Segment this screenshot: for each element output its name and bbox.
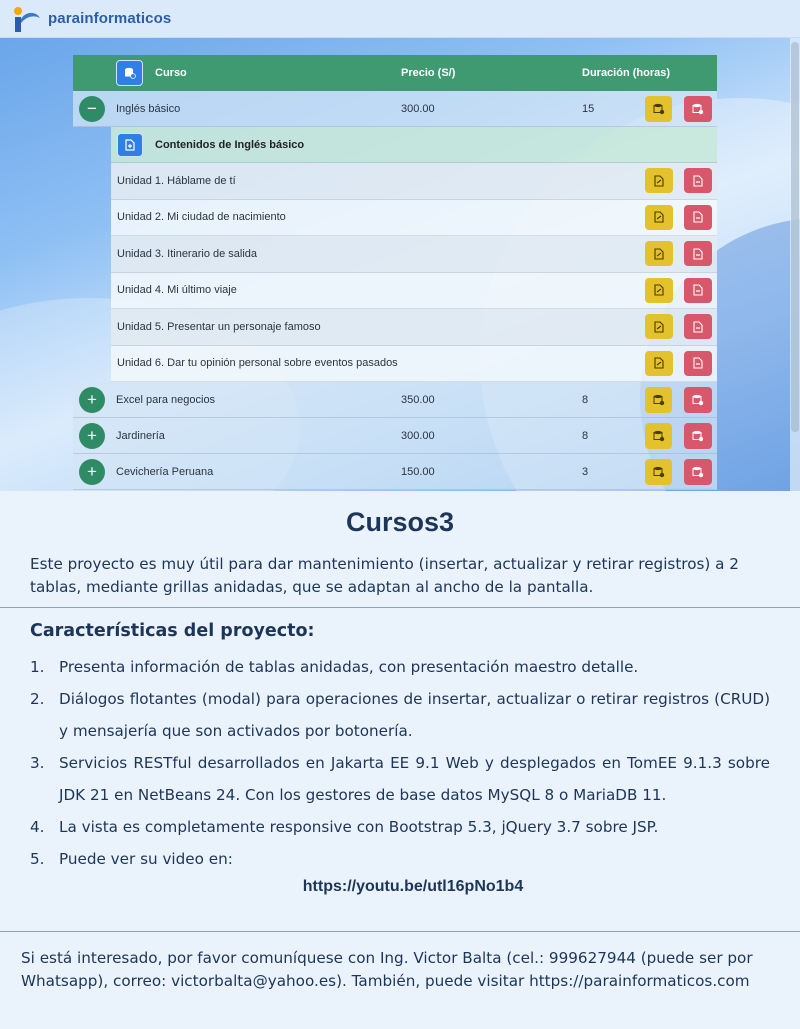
courses-grid [73, 55, 717, 490]
brand-name[interactable]: parainformaticos [48, 10, 172, 27]
database-remove-icon [692, 103, 704, 115]
detail-grid [111, 127, 717, 382]
feature-item [30, 651, 770, 683]
database-add-icon [124, 67, 136, 79]
course-hours: 8 [582, 393, 589, 406]
feature-item [30, 747, 770, 811]
expand-button[interactable]: + [79, 423, 105, 449]
feature-text: Servicios RESTful desarrollados en Jakarta EE 9.1 Web y desplegados en TomEE 9.1.3 sobre JDK 21 en NetBeans 24. Con los gestores de base datos MySQL 8 o MariaDB 11. [59, 754, 770, 804]
database-remove-icon [692, 394, 704, 406]
delete-unit-button[interactable] [684, 241, 712, 266]
unit-row[interactable] [111, 273, 717, 310]
site-header [0, 0, 800, 38]
project-description: Este proyecto es muy útil para dar mantenimiento (insertar, actualizar y retirar registros) a 2 tablas, mediante grillas anidadas, que se adaptan al ancho de la pantalla. [30, 555, 739, 596]
course-row[interactable] [73, 454, 717, 490]
delete-course-button[interactable] [684, 459, 712, 485]
feature-item [30, 843, 770, 875]
edit-course-button[interactable] [645, 96, 672, 122]
database-edit-icon [653, 466, 665, 478]
feature-number: 5. [30, 850, 45, 868]
file-edit-icon [653, 321, 665, 333]
unit-row[interactable] [111, 200, 717, 237]
collapse-button[interactable]: − [79, 96, 105, 122]
delete-unit-button[interactable] [684, 168, 712, 193]
edit-course-button[interactable] [645, 387, 672, 413]
course-row[interactable] [73, 91, 717, 127]
course-row-group [73, 91, 717, 127]
database-edit-icon [653, 394, 665, 406]
unit-row[interactable] [111, 309, 717, 346]
features-heading: Características del proyecto: [30, 621, 315, 641]
file-edit-icon [653, 357, 665, 369]
course-hours: 3 [582, 465, 589, 478]
divider [0, 607, 800, 608]
feature-text: Diálogos flotantes (modal) para operaciones de insertar, actualizar o retirar registros (CRUD) y mensajería que son activados por botonería. [59, 690, 770, 740]
unit-title: Unidad 2. Mi ciudad de nacimiento [117, 211, 286, 224]
database-edit-icon [653, 430, 665, 442]
course-hours: 8 [582, 429, 589, 442]
course-hours: 15 [582, 102, 595, 115]
course-price: 150.00 [401, 465, 435, 478]
edit-unit-button[interactable] [645, 351, 673, 376]
delete-unit-button[interactable] [684, 205, 712, 230]
column-header-duracion[interactable]: Duración (horas) [582, 67, 671, 79]
course-row[interactable] [73, 418, 717, 454]
feature-number: 1. [30, 658, 45, 676]
course-price: 300.00 [401, 102, 435, 115]
expand-button[interactable]: + [79, 387, 105, 413]
article [0, 491, 800, 1029]
unit-title: Unidad 1. Háblame de tí [117, 174, 236, 187]
unit-title: Unidad 3. Itinerario de salida [117, 247, 258, 260]
file-remove-icon [692, 211, 704, 223]
file-add-icon [124, 139, 136, 151]
page-title: Cursos3 [345, 507, 455, 537]
database-edit-icon [653, 103, 665, 115]
scrollbar-track[interactable] [790, 38, 800, 491]
delete-course-button[interactable] [684, 423, 712, 449]
delete-unit-button[interactable] [684, 351, 712, 376]
edit-unit-button[interactable] [645, 278, 673, 303]
detail-title: Contenidos de Inglés básico [155, 138, 305, 151]
column-header-curso[interactable]: Curso [155, 67, 187, 79]
delete-unit-button[interactable] [684, 314, 712, 339]
file-remove-icon [692, 248, 704, 260]
grid-header [73, 55, 717, 91]
column-header-precio[interactable]: Precio (S/) [401, 67, 456, 79]
add-course-button[interactable] [116, 60, 143, 86]
database-remove-icon [692, 430, 704, 442]
feature-text: Presenta información de tablas anidadas, con presentación maestro detalle. [59, 658, 639, 676]
course-row[interactable] [73, 382, 717, 418]
features-list [30, 651, 770, 875]
file-remove-icon [692, 321, 704, 333]
course-name: Jardinería [116, 429, 165, 442]
parainformaticos-logo-icon[interactable] [12, 5, 42, 33]
course-price: 350.00 [401, 393, 435, 406]
add-unit-button[interactable] [117, 133, 143, 157]
file-remove-icon [692, 175, 704, 187]
file-edit-icon [653, 211, 665, 223]
unit-row[interactable] [111, 346, 717, 383]
feature-number: 2. [30, 690, 45, 708]
unit-row[interactable] [111, 163, 717, 200]
edit-course-button[interactable] [645, 423, 672, 449]
file-edit-icon [653, 175, 665, 187]
course-name: Excel para negocios [116, 393, 216, 406]
feature-item [30, 683, 770, 747]
edit-unit-button[interactable] [645, 314, 673, 339]
edit-unit-button[interactable] [645, 205, 673, 230]
contact-info: Si está interesado, por favor comuníquese con Ing. Victor Balta (cel.: 999627944 (puede ser por Whatsapp), correo: victorbalta@yahoo.es). También, puede visitar https://parainformaticos.com [21, 949, 753, 990]
database-remove-icon [692, 466, 704, 478]
video-link[interactable]: https://youtu.be/utl16pNo1b4 [302, 878, 524, 895]
detail-grid-header [111, 127, 717, 163]
file-edit-icon [653, 248, 665, 260]
scrollbar-thumb[interactable] [791, 42, 799, 432]
expand-button[interactable]: + [79, 459, 105, 485]
feature-text: La vista es completamente responsive con Bootstrap 5.3, jQuery 3.7 sobre JSP. [59, 818, 659, 836]
course-row-group [73, 382, 717, 490]
course-name: Cevichería Peruana [116, 465, 214, 478]
feature-item [30, 811, 770, 843]
edit-unit-button[interactable] [645, 168, 673, 193]
unit-list [111, 163, 717, 382]
course-price: 300.00 [401, 429, 435, 442]
screenshot-preview [0, 38, 800, 491]
delete-course-button[interactable] [684, 387, 712, 413]
unit-title: Unidad 4. Mi último viaje [117, 284, 237, 297]
feature-number: 4. [30, 818, 45, 836]
file-edit-icon [653, 284, 665, 296]
unit-title: Unidad 5. Presentar un personaje famoso [117, 320, 321, 333]
file-remove-icon [692, 357, 704, 369]
delete-course-button[interactable] [684, 96, 712, 122]
delete-unit-button[interactable] [684, 278, 712, 303]
file-remove-icon [692, 284, 704, 296]
course-name: Inglés básico [116, 102, 181, 115]
feature-number: 3. [30, 754, 45, 772]
unit-title: Unidad 6. Dar tu opinión personal sobre eventos pasados [117, 357, 398, 370]
feature-text: Puede ver su video en: [59, 850, 233, 868]
edit-course-button[interactable] [645, 459, 672, 485]
edit-unit-button[interactable] [645, 241, 673, 266]
unit-row[interactable] [111, 236, 717, 273]
divider [0, 931, 800, 932]
